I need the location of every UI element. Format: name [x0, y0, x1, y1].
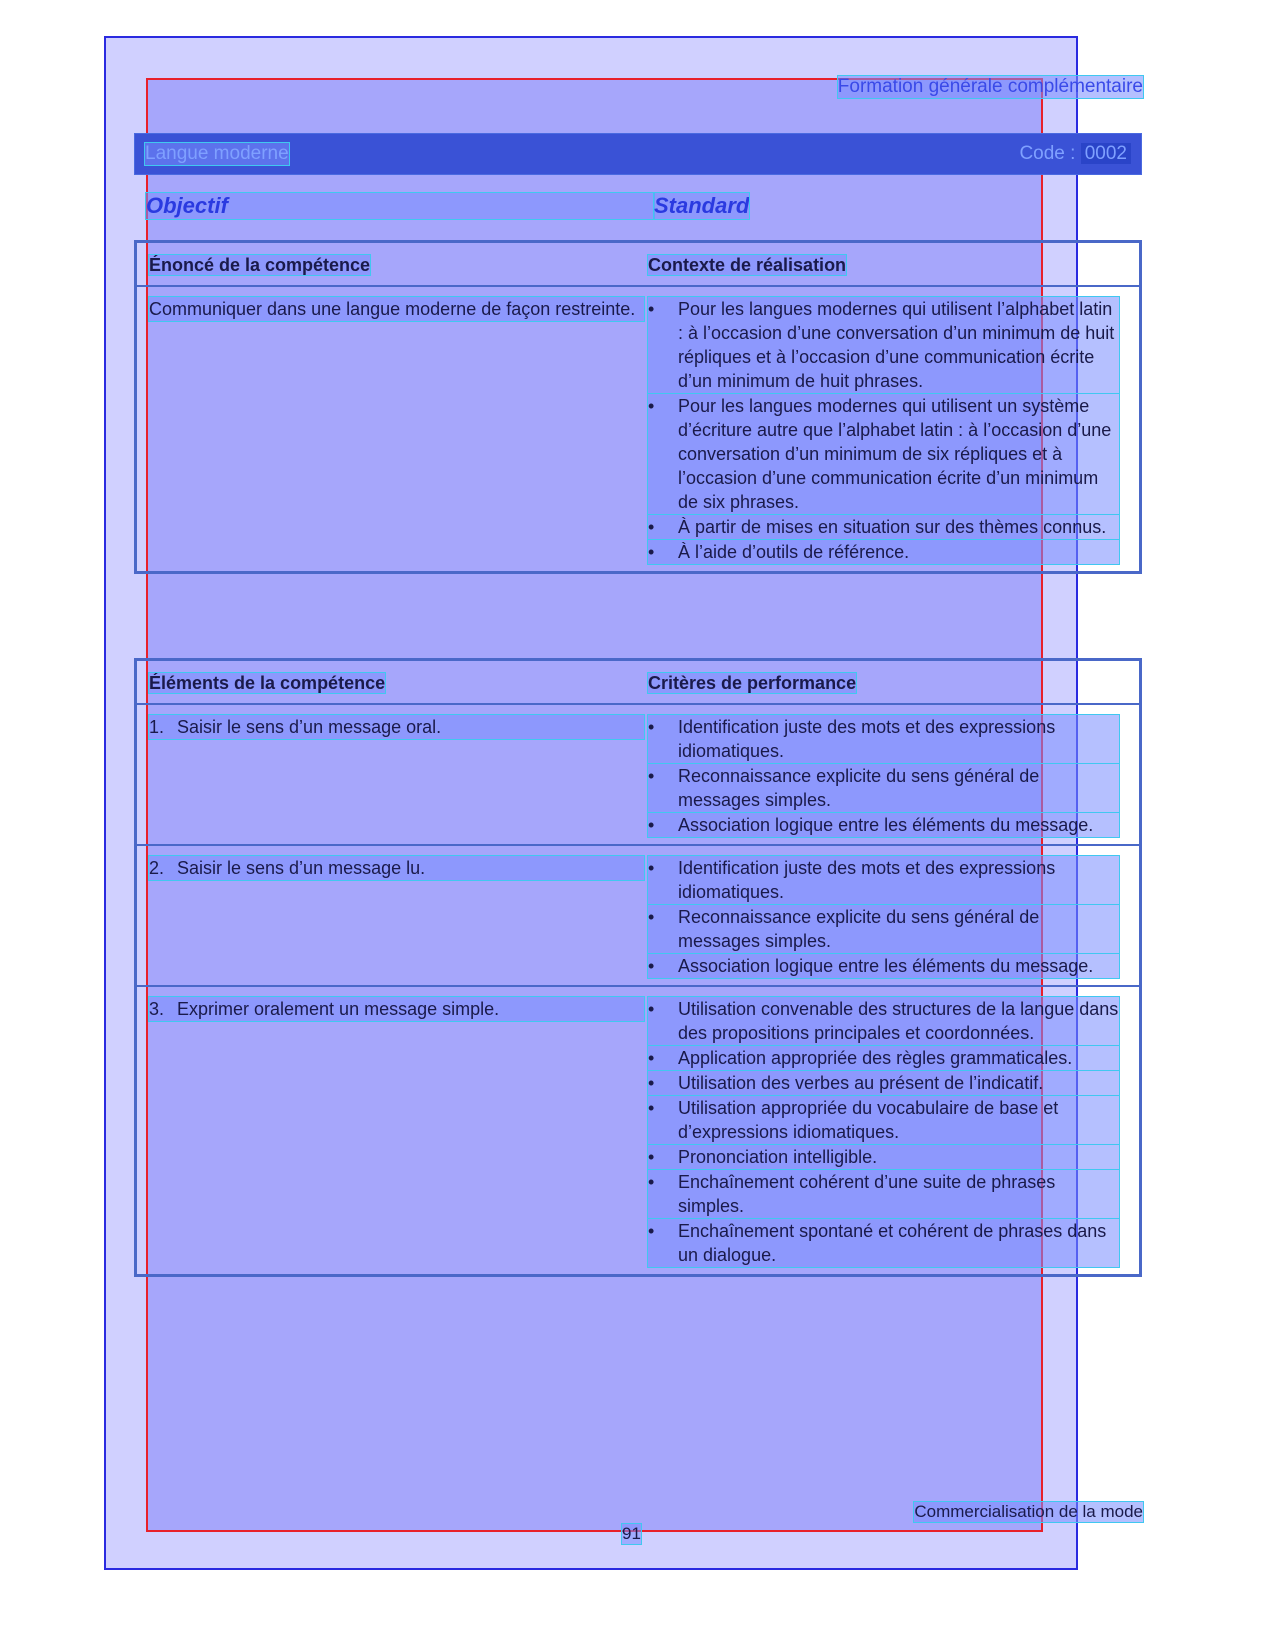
competence-header-row	[136, 242, 1141, 287]
elements-table	[134, 658, 1142, 1277]
competence-statement: Communiquer dans une langue moderne de façon restreinte.	[136, 286, 645, 573]
list-item: • Association logique entre les éléments du message.	[648, 954, 1119, 978]
criteria-cell	[644, 704, 1141, 845]
standard-heading: Standard	[654, 193, 750, 218]
list-item: • Application appropriée des règles grammaticales.	[648, 1046, 1119, 1070]
footer-program: Commercialisation de la mode	[914, 1502, 1143, 1521]
list-item: • Utilisation convenable des structures de la langue dans des propositions principales et coordonnées.	[648, 997, 1119, 1045]
competence-col2-header: Contexte de réalisation	[648, 255, 847, 275]
list-item: • Reconnaissance explicite du sens général de messages simples.	[648, 905, 1119, 953]
list-item: • Association logique entre les éléments du message.	[648, 813, 1119, 837]
list-item: • Prononciation intelligible.	[648, 1145, 1119, 1169]
objective-standard-headings	[146, 193, 1142, 221]
code-value: 0002	[1081, 143, 1131, 164]
course-title-bar	[134, 133, 1142, 175]
table-row	[136, 845, 1141, 986]
table-row	[136, 704, 1141, 845]
element-number: 3.	[149, 999, 165, 1019]
element-text: Saisir le sens d’un message oral.	[177, 717, 442, 737]
course-code	[1019, 143, 1131, 165]
page-number: 91	[622, 1524, 641, 1543]
list-item: • Identification juste des mots et des expressions idiomatiques.	[648, 715, 1119, 763]
criteria-cell	[644, 845, 1141, 986]
list-item: • Utilisation des verbes au présent de l’indicatif.	[648, 1071, 1119, 1095]
context-list-cell	[644, 286, 1141, 573]
competence-col1-header: Énoncé de la compétence	[149, 255, 371, 275]
list-item: • Reconnaissance explicite du sens général de messages simples.	[648, 764, 1119, 812]
list-item: • Identification juste des mots et des expressions idiomatiques.	[648, 856, 1119, 904]
list-item: • Utilisation appropriée du vocabulaire de base et d’expressions idiomatiques.	[648, 1096, 1119, 1144]
list-item: • À l’aide d’outils de référence.	[648, 540, 1119, 564]
competence-table	[134, 240, 1142, 574]
element-number: 2.	[149, 858, 165, 878]
elements-col2-header: Critères de performance	[648, 673, 857, 693]
element-cell	[136, 845, 645, 986]
element-text: Saisir le sens d’un message lu.	[177, 858, 426, 878]
course-subject: Langue moderne	[145, 143, 289, 164]
criteria-list	[648, 715, 1119, 837]
context-list	[648, 297, 1119, 564]
list-item: • Enchaînement cohérent d’une suite de phrases simples.	[648, 1170, 1119, 1218]
objectif-heading: Objectif	[146, 193, 654, 219]
elements-col1-header: Éléments de la compétence	[149, 673, 386, 693]
element-text: Exprimer oralement un message simple.	[177, 999, 500, 1019]
criteria-list	[648, 856, 1119, 978]
list-item: • Pour les langues modernes qui utilisent l’alphabet latin : à l’occasion d’une conversation d’un minimum de huit répliques et à l’occasion d’une communication écrite d’un minimum de huit phrases.	[648, 297, 1119, 393]
competence-row	[136, 286, 1141, 573]
criteria-list	[648, 997, 1119, 1267]
element-cell	[136, 704, 645, 845]
list-item: • Enchaînement spontané et cohérent de phrases dans un dialogue.	[648, 1219, 1119, 1267]
table-row	[136, 986, 1141, 1276]
criteria-cell	[644, 986, 1141, 1276]
element-cell	[136, 986, 645, 1276]
list-item: • Pour les langues modernes qui utilisent un système d’écriture autre que l’alphabet latin : à l’occasion d’une conversation d’un minimum de six répliques et à l’occasion d’une communication écrite d’un minimum de six phrases.	[648, 394, 1119, 514]
document-header: Formation générale complémentaire	[837, 76, 1143, 97]
elements-header-row	[136, 660, 1141, 705]
code-label: Code :	[1019, 143, 1076, 164]
list-item: • À partir de mises en situation sur des thèmes connus.	[648, 515, 1119, 539]
element-number: 1.	[149, 717, 165, 737]
